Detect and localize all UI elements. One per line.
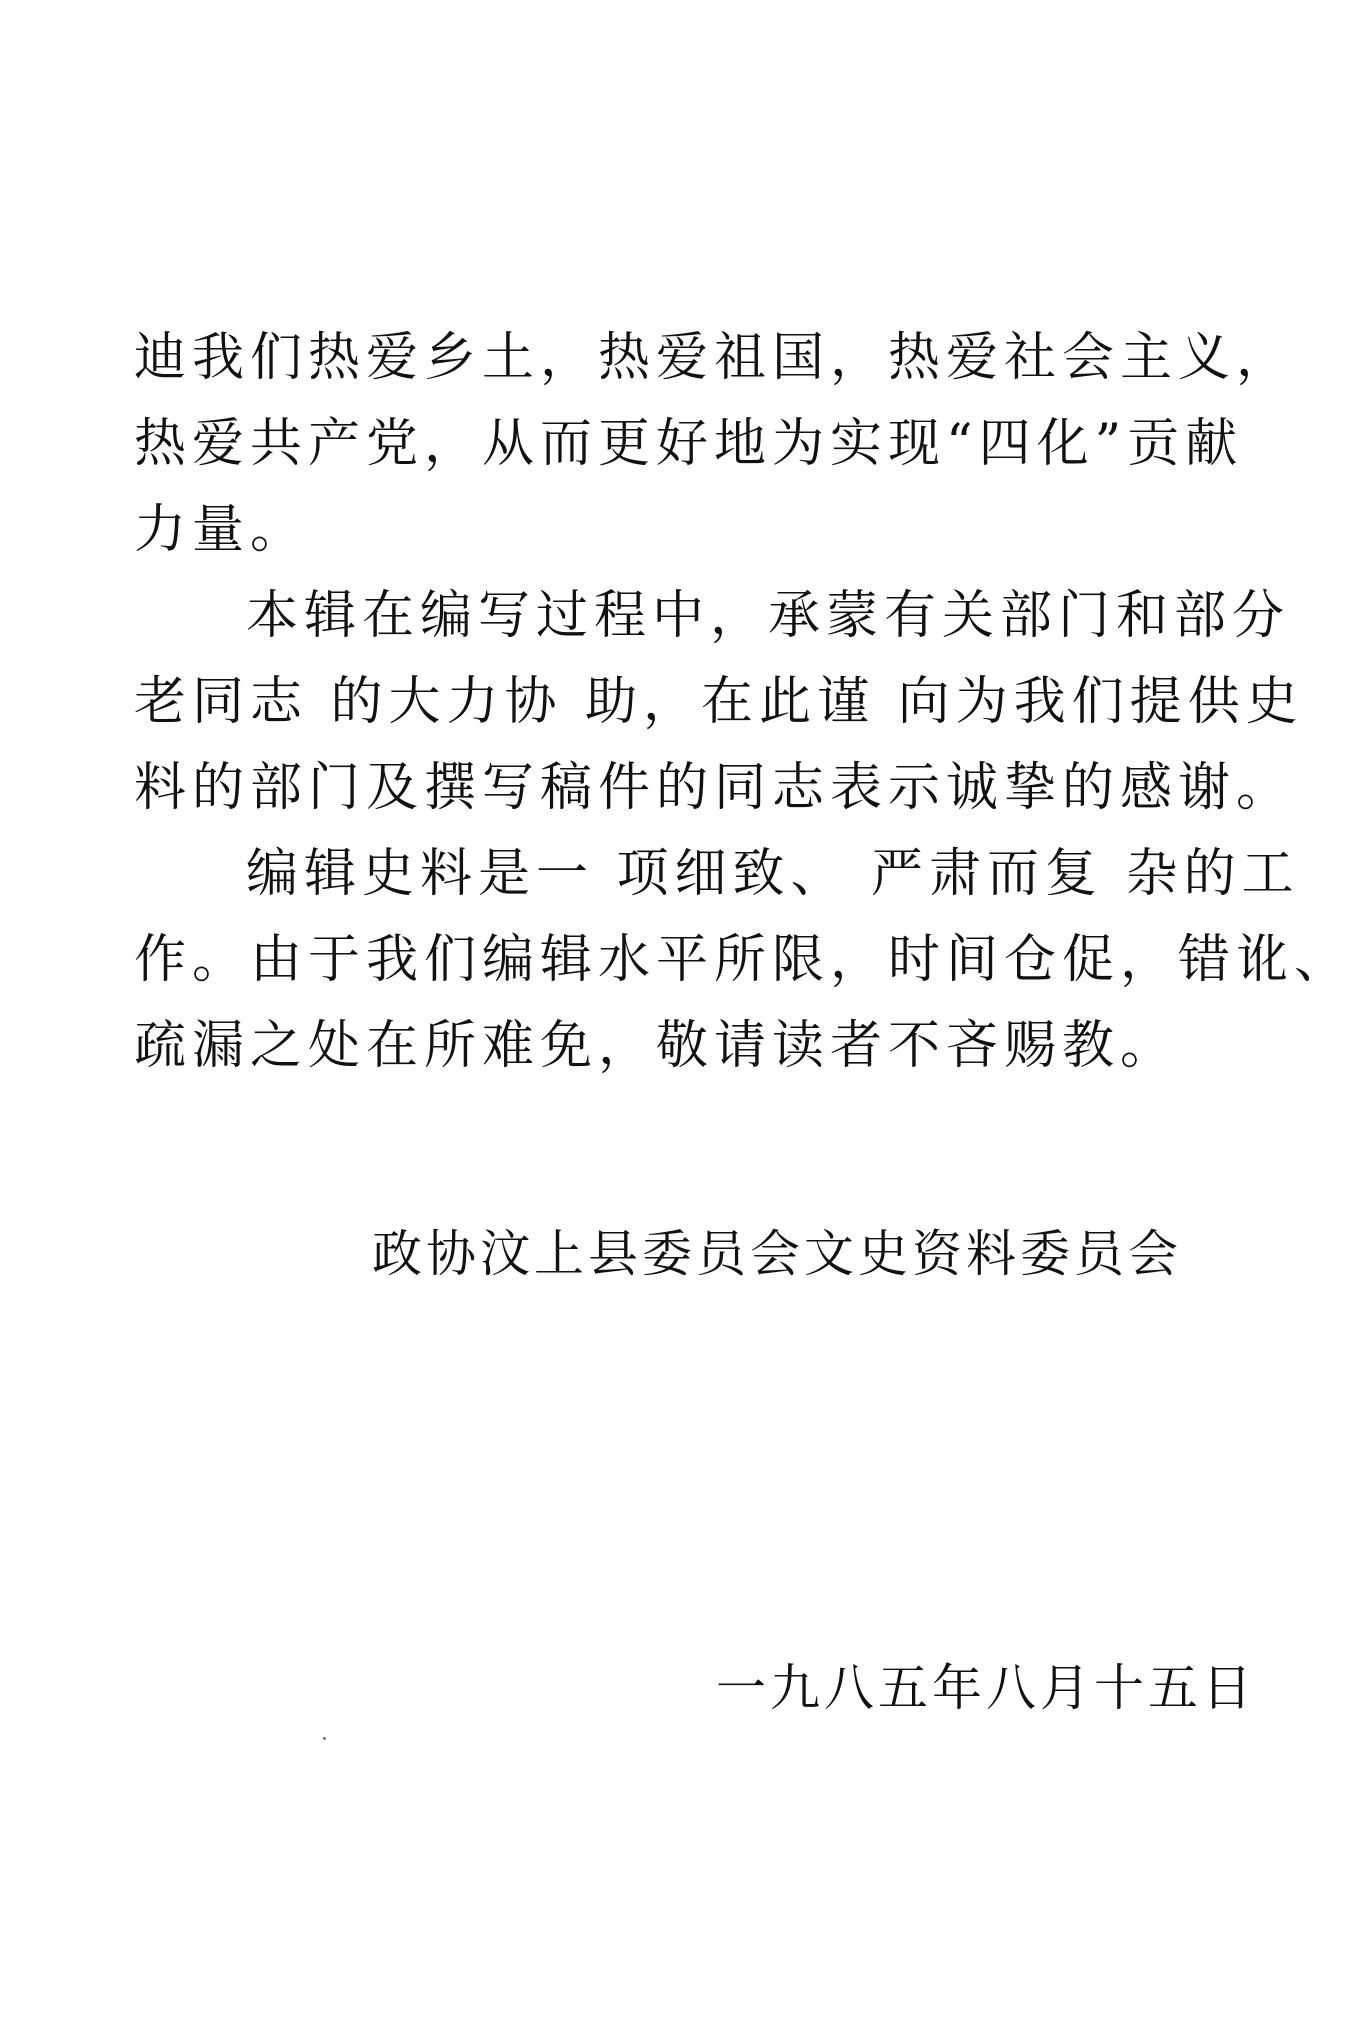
paragraph-line: 疏漏之处在所难免，敬请读者不吝赐教。 [134, 1016, 1179, 1076]
paragraph-line: 编辑史料是一 项细致、 严肃而复 杂的工 [246, 844, 1300, 904]
paragraph-line: 本辑在编写过程中，承蒙有关部门和部分 [246, 586, 1291, 646]
paragraph-line: 料的部门及撰写稿件的同志表示诚挚的感谢。 [134, 758, 1295, 818]
paragraph-line: 作。由于我们编辑水平所限，时间仓促，错讹、 [134, 930, 1353, 990]
date-line: 一九八五年八月十五日 [716, 1659, 1256, 1717]
scan-speck [323, 1737, 326, 1740]
paragraph-line: 热爱共产党，从而更好地为实现“四化”贡献 [134, 414, 1244, 474]
paragraph-line: 迪我们热爱乡土，热爱祖国，热爱社会主义， [134, 328, 1295, 388]
paragraph-line: 力量。 [134, 500, 309, 560]
paragraph-line: 老同志 的大力协 助，在此谨 向为我们提供史 [134, 672, 1304, 732]
signature-line: 政协汶上县委员会文史资料委员会 [372, 1225, 1182, 1283]
